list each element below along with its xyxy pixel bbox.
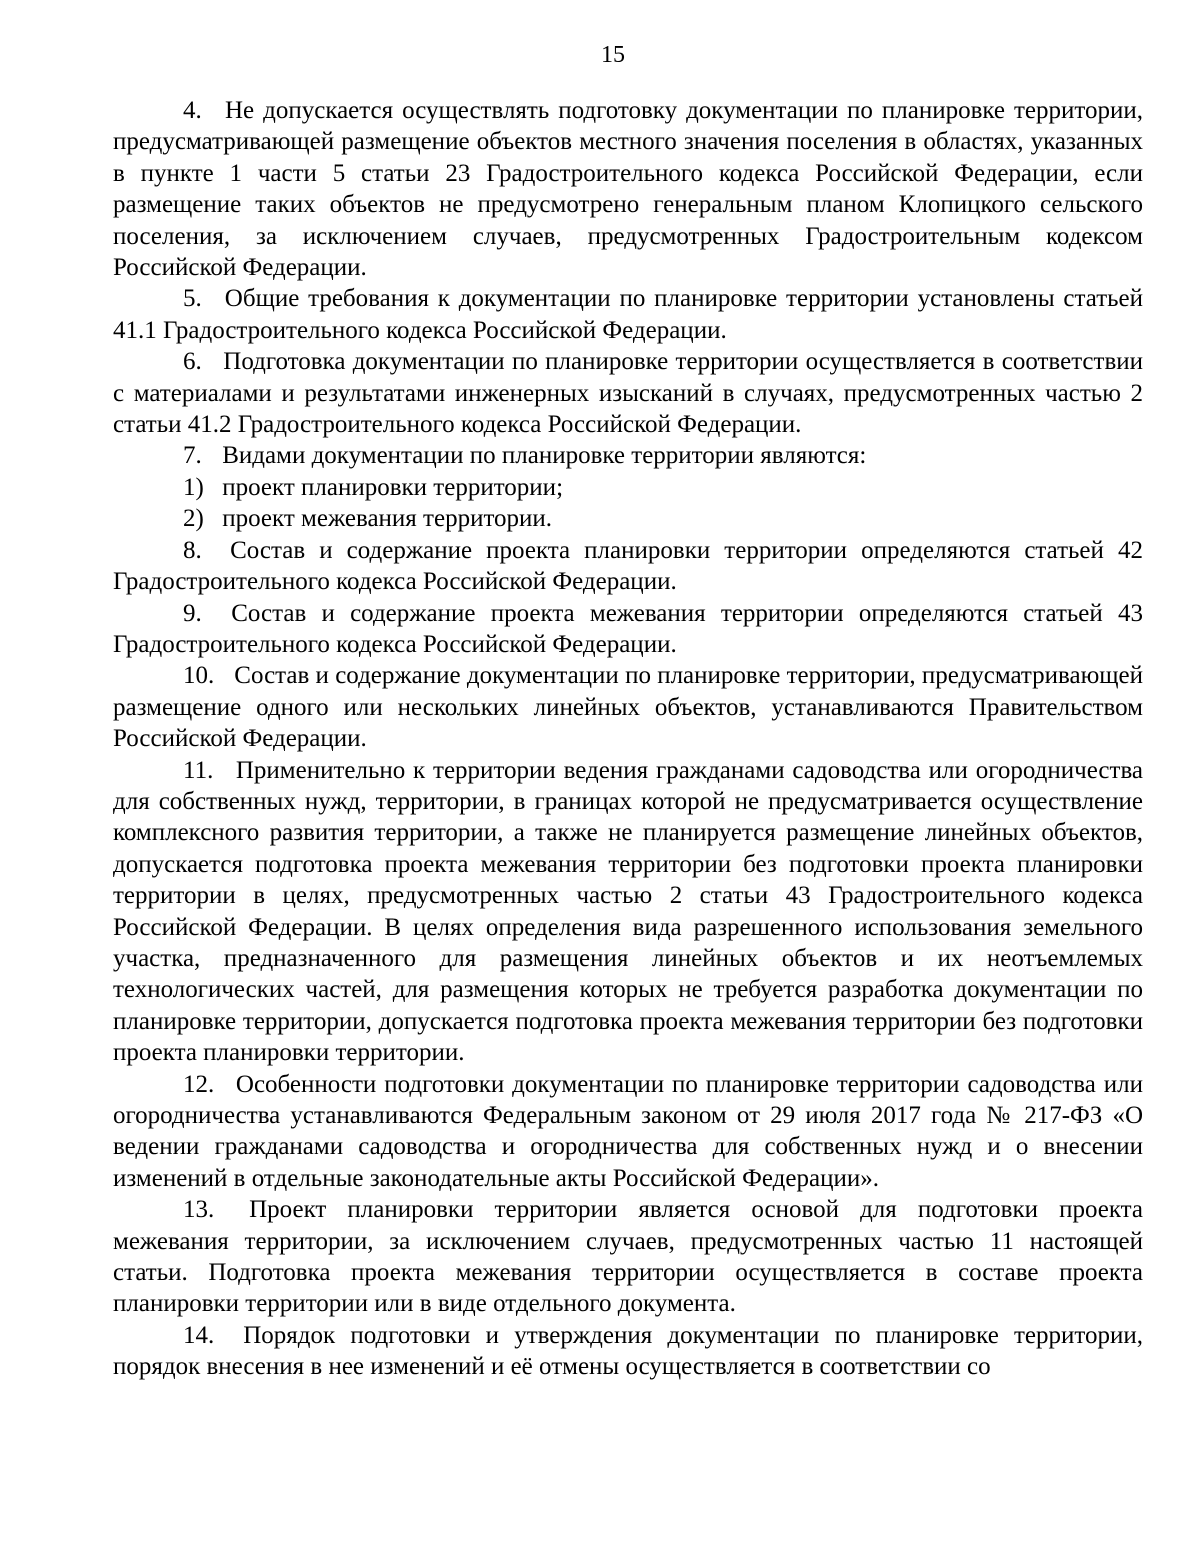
list-item-number: 2)	[183, 505, 204, 533]
paragraph-text: Не допускается осуществлять подготовку документации по планировке территории, предусматривающей размещение объектов местного значения поселения в областях, указанных в пункте 1 части 5 статьи 23 Градостроительного кодекса Российской Федерации, если размещение таких объектов не предусмотрено генеральным планом Клопицкого сельского поселения, за исключением случаев, предусмотренных Градостроительным кодексом Российской Федерации.	[113, 97, 1143, 282]
paragraph-number: 7.	[183, 442, 202, 470]
paragraph-number: 12.	[183, 1070, 215, 1098]
paragraph-13	[113, 1194, 1143, 1320]
paragraph-text: Особенности подготовки документации по планировке территории садоводства или огородничества устанавливаются Федеральным законом от 29 июля 2017 года № 217-ФЗ «О ведении гражданами садоводства и огородничества для собственных нужд и о внесении изменений в отдельные законодательные акты Российской Федерации».	[113, 1070, 1144, 1192]
list-item-text: проект межевания территории.	[222, 505, 553, 533]
paragraph-text: Состав и содержание документации по планировке территории, предусматривающей размещение одного или нескольких линейных объектов, устанавливаются Правительством Российской Федерации.	[113, 662, 1144, 753]
page-number: 15	[601, 42, 625, 68]
paragraph-number: 11.	[183, 756, 214, 784]
list-item-text: проект планировки территории;	[222, 473, 564, 501]
paragraph-number: 14.	[183, 1321, 215, 1349]
paragraph-4	[113, 95, 1143, 283]
paragraph-number: 8.	[183, 536, 202, 564]
paragraph-number: 9.	[183, 599, 202, 627]
paragraph-5	[113, 283, 1143, 346]
paragraph-text: Проект планировки территории является основой для подготовки проекта межевания территории, за исключением случаев, предусмотренных частью 11 настоящей статьи. Подготовка проекта межевания территории осуществляется в составе проекта планировки территории или в виде отдельного документа.	[113, 1196, 1143, 1318]
list-item-2	[113, 503, 1143, 534]
list-item-1	[113, 472, 1143, 503]
paragraph-text: Применительно к территории ведения гражданами садоводства или огородничества для собственных нужд, территории, в границах которой не предусматривается осуществление комплексного развития территории, а также не планируется размещение линейных объектов, допускается подготовка проекта межевания территории без подготовки проекта планировки территории в целях, предусмотренных частью 2 статьи 43 Градостроительного кодекса Российской Федерации. В целях определения вида разрешенного использования земельного участка, предназначенного для размещения линейных объектов и их неотъемлемых технологических частей, для размещения которых не требуется разработка документации по планировке территории, допускается подготовка проекта межевания территории без подготовки проекта планировки территории.	[113, 756, 1144, 1067]
paragraph-number: 13.	[183, 1196, 215, 1224]
paragraph-11	[113, 755, 1143, 1069]
paragraph-text: Состав и содержание проекта планировки территории определяются статьей 42 Градостроительного кодекса Российской Федерации.	[113, 536, 1143, 596]
paragraph-number: 5.	[183, 285, 202, 313]
paragraph-8	[113, 535, 1143, 598]
paragraph-number: 6.	[183, 348, 202, 376]
paragraph-text: Видами документации по планировке территории являются:	[222, 442, 867, 470]
paragraph-text: Состав и содержание проекта межевания территории определяются статьей 43 Градостроительного кодекса Российской Федерации.	[113, 599, 1144, 658]
paragraph-14	[113, 1320, 1143, 1383]
paragraph-text: Порядок подготовки и утверждения документации по планировке территории, порядок внесения в нее изменений и её отмены осуществляется в соответствии со	[113, 1321, 1143, 1381]
paragraph-text: Подготовка документации по планировке территории осуществляется в соответствии с материалами и результатами инженерных изысканий в случаях, предусмотренных частью 2 статьи 41.2 Градостроительного кодекса Российской Федерации.	[113, 348, 1144, 439]
paragraph-6	[113, 346, 1143, 440]
paragraph-number: 10.	[183, 662, 215, 690]
paragraph-text: Общие требования к документации по планировке территории установлены статьей 41.1 Градостроительного кодекса Российской Федерации.	[113, 285, 1143, 344]
list-item-number: 1)	[183, 473, 204, 501]
document-body	[113, 95, 1143, 1383]
paragraph-12	[113, 1069, 1143, 1195]
paragraph-9	[113, 598, 1143, 661]
paragraph-7	[113, 440, 1143, 471]
paragraph-10	[113, 660, 1143, 754]
paragraph-number: 4.	[183, 97, 202, 124]
